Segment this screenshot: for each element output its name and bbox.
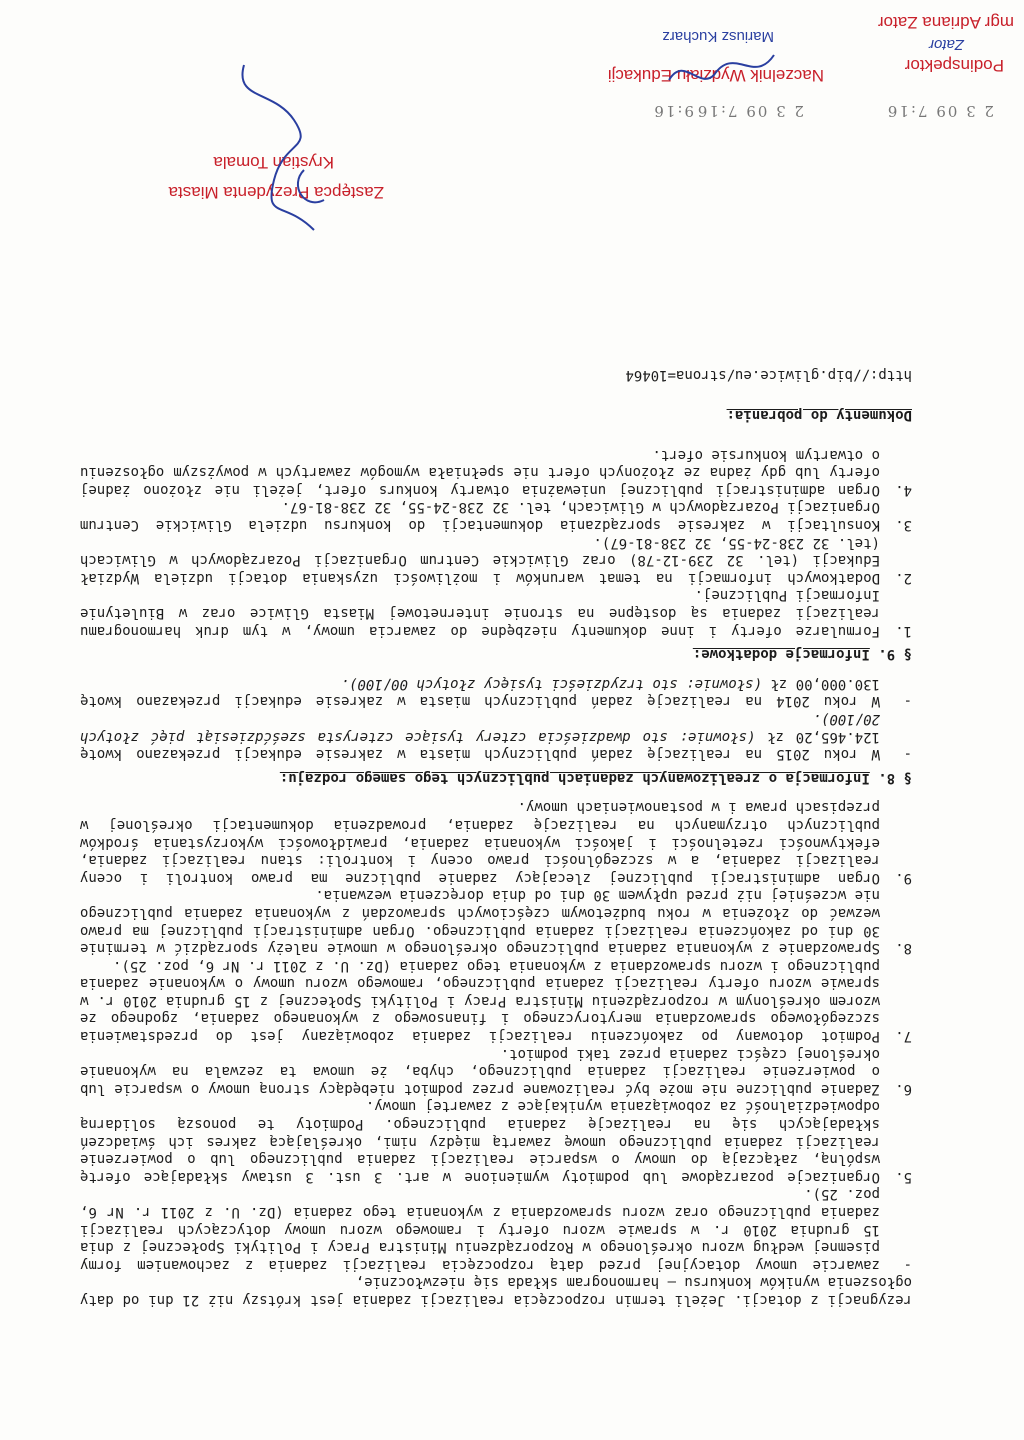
item-number: 2. [895,569,912,586]
dash-bullet: - [903,1256,912,1273]
inspector-stamp-name: mgr Adriana Zator [877,13,1014,32]
document-body [80,366,912,1308]
section-title: Informacja o zrealizowanych zadaniach publicznych tego samego rodzaju: [279,769,870,786]
section-9-item [80,586,912,639]
item-text: Formularze oferty i inne dokumenty niezbędne do zawarcia umowy, w tym druk harmonogramu realizacji zadania są dostępne na stronie internetowej Miasta Gliwice oraz w Biuletynie Informacji Publicznej. [80,587,880,639]
section-9-item [80,498,912,533]
item-text: Organ administracji publicznej unieważnia otwarty konkurs ofert, jeżeli nie złożono żadnej oferty lub gdy żadna ze złożonych ofert nie spełniała wymogów zawartych w powyższym ogłoszeniu o otwartym konkursie ofert. [80,446,880,498]
amount-text: W roku 2015 na realizację zadań publicznych miasta w zakresie edukacji przekazano kwotę 124.465,20 zł [80,728,880,763]
dash-item [80,1185,912,1273]
section-8-item [80,709,912,762]
item-number: 1. [895,622,912,639]
intro-paragraph: rezygnacji z dotacji. Jeżeli termin rozpoczęcia realizacji zadania jest krótszy niż 21 dni od daty ogłoszenia wyników konkursu – harmonogram składa się niezwłocznie, [80,1274,912,1308]
item-number: 3. [895,517,912,534]
item-number: 5. [895,1168,912,1185]
list-item-8 [80,886,912,956]
item-number: 9. [895,869,912,886]
list-item-6 [80,1044,912,1097]
item-number: 7. [895,1028,912,1045]
inspector-signature: Zator [928,36,964,53]
section-9-heading [80,645,912,663]
item-number: 6. [895,1080,912,1097]
dash-item-text: zawarcie umowy dotacyjnej przed datą rozpoczęcia realizacji zadania z zachowaniem formy pisemnej według wzoru określonego w Rozporządzeniu Ministra Pracy i Polityki Społecznej z dnia 15 grudnia 2010 r. w sprawie wzoru oferty i ramowego wzoru umowy dotyczących realizacji zadania publicznego oraz wzoru sprawozdania z wykonania tego zadania (Dz. U. z 2011 r. Nr 6, poz. 25). [80,1186,880,1273]
head-stamp-name: Mariusz Kucharz [662,28,774,45]
item-text: Podmiot dotowany po zakończeniu realizacji zadania zobowiązany jest do przedstawienia szczegółowego sprawozdania merytorycznego i finansowego z wykonanego zadania, zgodnego ze wzorem określonym w rozporządzeniu Ministra Pracy i Polityki Społecznej z 15 grudnia 2010 r. w sprawie wzoru oferty realizacji zadania publicznego, ramowego wzoru umowy o wykonanie zadania publicznego i wzoru sprawozdania z wykonania tego zadania (Dz. U. z 2011 r. Nr 6, poz. 25). [80,957,880,1045]
item-text: Konsultacji w zakresie sporządzania dokumentacji do konkursu udziela Gliwickie Centrum Organizacji Pozarządowych w Gliwicach, tel. 32 238-24-55, 32 238-81-67. [80,499,880,534]
section-9-item [80,533,912,586]
item-text [80,709,880,762]
item-number: 4. [895,481,912,498]
inspector-date-stamp: 2 3 09 7:16 [885,102,994,120]
deputy-signature [204,60,344,240]
head-date-stamp: 2 3 09 7:16 [695,102,804,120]
list-item-7 [80,956,912,1044]
inspector-stamp-title: Podinspektor [904,56,1004,75]
head-time-stamp: 9:16 [652,102,694,120]
item-text [80,674,880,709]
amount-text: W roku 2014 na realizację zadań publicznych miasta w zakresie edukacji przekazano kwotę 130.000,00 zł [80,675,880,710]
document-url: http://bip.gliwice.eu/strona=10464 [625,367,912,384]
section-9-item [80,445,912,498]
deputy-stamp-name: Krystian Tomala [213,153,334,172]
section-8-item [80,674,912,709]
section-label: § 8. [878,769,912,786]
deputy-stamp-title: Zastępca Prezydenta Miasta [168,183,384,202]
section-label: § 9. [878,646,912,663]
dash-bullet: - [903,746,912,763]
head-stamp-title: Naczelnik Wydziału Edukacji [607,66,824,85]
item-text: Dodatkowych informacji na temat warunków i możliwości uzyskania dotacji udziela Wydział Edukacji (tel. 32 239-12-78) oraz Gliwickie Centrum Organizacji Pozarządowych w Gliwicach (tel. 32 238-24-55, 32 238-81-67). [80,534,880,586]
item-text: Sprawozdanie z wykonania zadania publicznego określonego w umowie należy sporządzić w terminie 30 dni od zakończenia realizacji zadania publicznego. Organ administracji publicznej ma prawo wezwać do złożenia w roku budżetowym częściowych sprawozdań z wykonania zadania publicznego nie wcześniej niż przed upływem 30 dni od dnia doręczenia wezwania. [80,887,880,957]
amount-words: (słownie: sto trzydzieści tysięcy złotych 00/100). [340,675,762,692]
list-item-5 [80,1097,912,1185]
dash-bullet: - [903,693,912,710]
item-text: Organ administracji publicznej zlecający zadanie publiczne ma prawo kontroli i oceny realizacji zadania, a w szczególności prawo oceny i kontroli: stanu realizacji zadania, efektywności rzetelności i jakości wykonania zadania, prawidłowości wykorzystania środków publicznych otrzymanych na realizację zadania, prowadzenia dokumentacji określonej w przepisach prawa i w postanowieniach umowy. [80,799,880,886]
documents-heading: Dokumenty do pobrania: [726,407,912,424]
list-item-9 [80,798,912,886]
section-8-heading [80,768,912,786]
section-title: Informacje dodatkowe: [692,646,870,663]
item-number: 8. [895,940,912,957]
amount-words: (słownie: sto dwadzieścia cztery tysiące czterysta sześćdziesiąt pięć złotych 20/100). [80,711,880,745]
item-text: Organizacje pozarządowe lub podmioty wymienione w art. 3 ust. 3 ustawy składające ofertę wspólną, załączają do umowy o wsparcie realizacji zadania publicznego lub o powierzenie realizacji zadania publicznego umowę zawartą między nimi, określającą zakres ich świadczeń składających się na realizację zadania publicznego. Podmioty te ponoszą solidarną odpowiedzialność za zobowiązania wynikające z zawartej umowy. [80,1098,880,1185]
item-text: Zadanie publiczne nie może być realizowane przez podmiot niebędący stroną umowy o wsparcie lub o powierzenie realizacji zadania publicznego, chyba, że umowa ta zezwala na wykonanie określonej części zadania przez taki podmiot. [80,1045,880,1097]
